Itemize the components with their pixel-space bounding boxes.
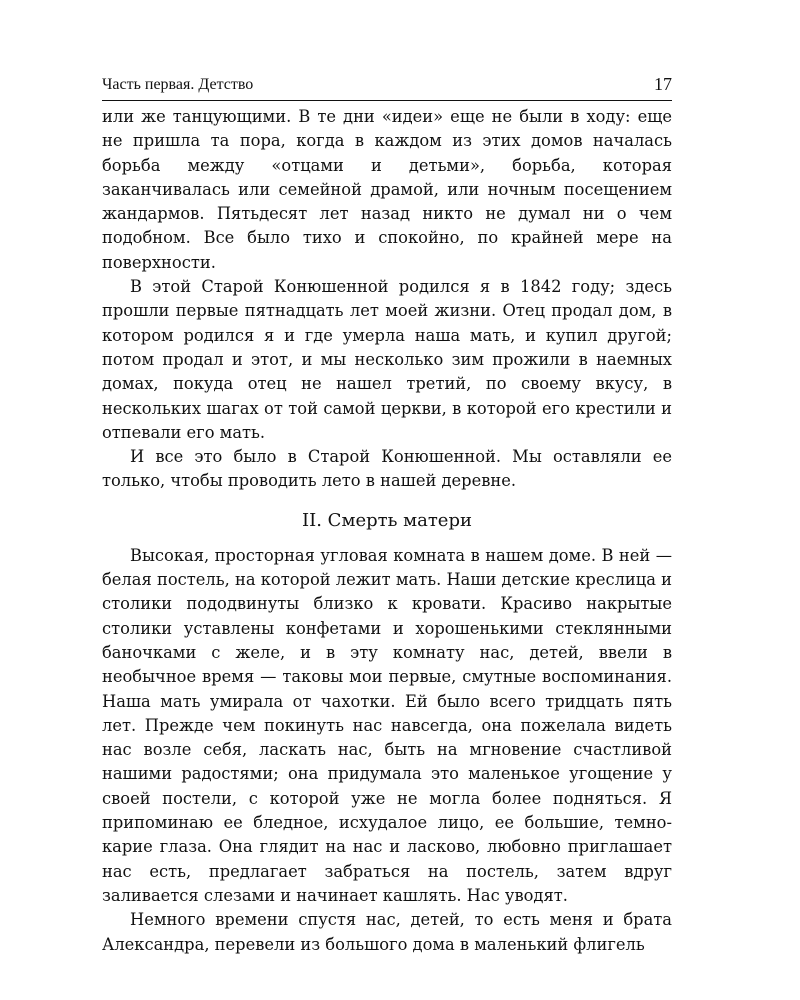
running-header — [102, 70, 672, 101]
paragraph: Немного времени спустя нас, детей, то есть меня и брата Александра, перевели из большого дома в маленький флигель — [102, 910, 672, 954]
body-text — [102, 105, 672, 957]
paragraph: В этой Старой Конюшенной родился я в 1842 году; здесь прошли первые пятнадцать лет моей жизни. Отец продал дом, в котором родился я и где умерла наша мать, и купил другой; потом продал и этот, и мы несколько зим прожили в наемных домах, покуда отец не нашел третий, по своему вкусу, в нескольких шагах от той самой церкви, в которой его крестили и отпевали его мать. — [102, 277, 672, 442]
section-heading: II. Смерть матери — [302, 509, 472, 531]
paragraph: Высокая, просторная угловая комната в нашем доме. В ней — белая постель, на которой лежит мать. Наши детские креслица и столики пододвинуты близко к кровати. Красиво накрытые столики уставлены конфетами и хорошенькими стеклянными баночками с желе, и в эту комнату нас, детей, ввели в необычное время — таковы мои первые, смутные воспоминания. Наша мать умирала от чахотки. Ей было всего тридцать пять лет. Прежде чем покинуть нас навсегда, она пожелала видеть нас возле себя, ласкать нас, быть на мгновение счастливой нашими радостями; она придумала это маленькое угощение у своей постели, с которой уже не могла более подняться. Я припоминаю ее бледное, исхудалое лицо, ее большие, темно-карие глаза. Она глядит на нас и ласково, любовно приглашает нас есть, предлагает забраться на постель, затем вдруг заливается слезами и начинает кашлять. Нас уводят. — [102, 545, 672, 905]
paragraph: или же танцующими. В те дни «идеи» еще не были в ходу: еще не пришла та пора, когда в каждом из этих домов началась борьба между «отцами и детьми», борьба, которая заканчивалась или семейной драмой, или ночным посещением жандармов. Пятьдесят лет назад никто не думал ни о чем подобном. Все было тихо и спокойно, по крайней мере на поверхности. — [102, 107, 672, 272]
paragraph: И все это было в Старой Конюшенной. Мы оставляли ее только, чтобы проводить лето в нашей деревне. — [102, 447, 672, 491]
book-page — [102, 70, 672, 957]
page-number: 17 — [654, 74, 672, 94]
running-title: Часть первая. Детство — [102, 76, 254, 93]
